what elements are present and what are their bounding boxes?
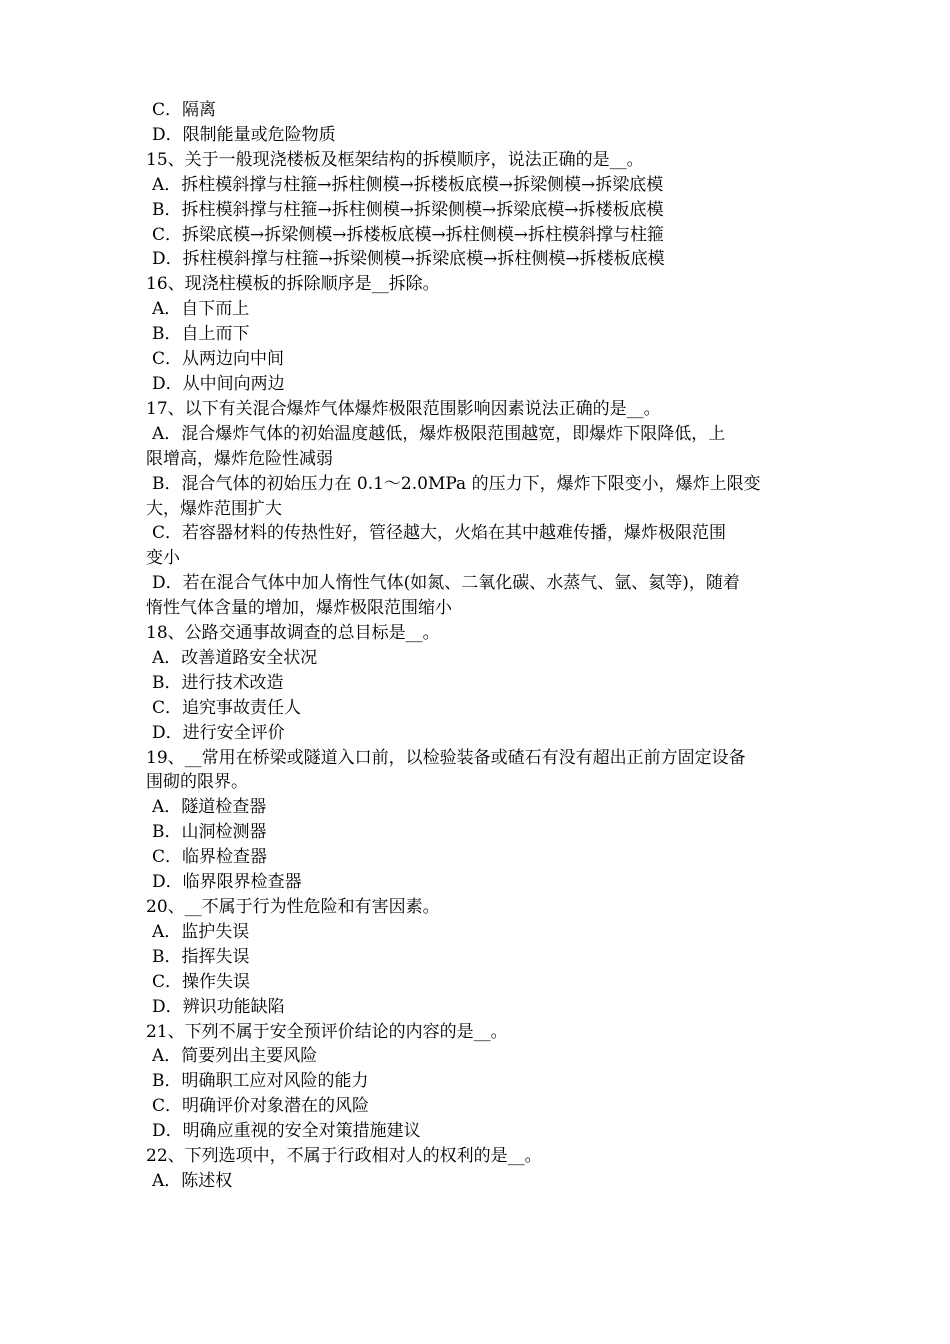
- answer-option: C．明确评价对象潜在的风险: [152, 1096, 370, 1117]
- answer-option: A．自下而上: [152, 299, 250, 320]
- question-text: 变小: [146, 548, 180, 569]
- answer-option: C．操作失误: [152, 971, 251, 992]
- answer-option: D．限制能量或危险物质: [152, 124, 336, 145]
- answer-option: A．改善道路安全状况: [152, 647, 318, 668]
- answer-option: A．混合爆炸气体的初始温度越低，爆炸极限范围越宽，即爆炸下限降低，上: [152, 423, 726, 444]
- question-text: 16、现浇柱模板的拆除顺序是__拆除。: [146, 274, 440, 295]
- answer-option: C．拆梁底模→拆梁侧模→拆楼板底模→拆柱侧模→拆柱模斜撑与柱箍: [152, 224, 664, 245]
- answer-option: D．进行安全评价: [152, 722, 285, 743]
- question-text: 21、下列不属于安全预评价结论的内容的是__。: [146, 1021, 508, 1042]
- document-page: [146, 98, 810, 1194]
- answer-option: D．辨识功能缺陷: [152, 996, 285, 1017]
- answer-option: D．从中间向两边: [152, 373, 285, 394]
- question-text: 15、关于一般现浇楼板及框架结构的拆模顺序，说法正确的是__。: [146, 149, 644, 170]
- answer-option: B．指挥失误: [152, 946, 250, 967]
- answer-option: D．明确应重视的安全对策措施建议: [152, 1121, 421, 1142]
- answer-option: B．山洞检测器: [152, 822, 267, 843]
- answer-option: C．追究事故责任人: [152, 697, 302, 718]
- answer-option: B．自上而下: [152, 324, 250, 345]
- answer-option: C．从两边向中间: [152, 349, 285, 370]
- question-text: 惰性气体含量的增加，爆炸极限范围缩小: [146, 598, 452, 619]
- question-text: 大，爆炸范围扩大: [146, 498, 282, 519]
- question-text: 围砌的限界。: [146, 772, 248, 793]
- question-text: 限增高，爆炸危险性减弱: [146, 448, 333, 469]
- answer-option: D．若在混合气体中加人惰性气体(如氮、二氧化碳、水蒸气、氩、氦等)，随着: [152, 573, 740, 594]
- answer-option: D．临界限界检查器: [152, 872, 302, 893]
- answer-option: C．隔离: [152, 100, 217, 120]
- answer-option: B．混合气体的初始压力在 0.1～2.0MPa 的压力下，爆炸下限变小，爆炸上限变: [152, 473, 761, 494]
- answer-option: D．拆柱模斜撑与柱箍→拆梁侧模→拆梁底模→拆柱侧模→拆楼板底模: [152, 249, 665, 270]
- answer-option: B．拆柱模斜撑与柱箍→拆柱侧模→拆梁侧模→拆梁底模→拆楼板底模: [152, 199, 664, 220]
- question-text: 19、__常用在桥梁或隧道入口前，以检验装备或碴石有没有超出正前方固定设备: [146, 747, 746, 768]
- question-text: 17、以下有关混合爆炸气体爆炸极限范围影响因素说法正确的是__。: [146, 398, 661, 419]
- question-text: 22、下列选项中，不属于行政相对人的权利的是__。: [146, 1146, 542, 1167]
- answer-option: C．临界检查器: [152, 847, 268, 868]
- answer-option: A．拆柱模斜撑与柱箍→拆柱侧模→拆楼板底模→拆梁侧模→拆梁底模: [152, 174, 664, 195]
- question-text: 20、__不属于行为性危险和有害因素。: [146, 897, 440, 917]
- answer-option: B．进行技术改造: [152, 672, 284, 693]
- answer-option: A．陈述权: [152, 1170, 233, 1191]
- answer-option: C．若容器材料的传热性好，管径越大，火焰在其中越难传播，爆炸极限范围: [152, 523, 727, 544]
- answer-option: A．监护失误: [152, 921, 250, 942]
- answer-option: A．简要列出主要风险: [152, 1046, 318, 1067]
- answer-option: A．隧道检查器: [152, 797, 267, 818]
- answer-option: B．明确职工应对风险的能力: [152, 1071, 369, 1092]
- question-text: 18、公路交通事故调查的总目标是__。: [146, 623, 440, 644]
